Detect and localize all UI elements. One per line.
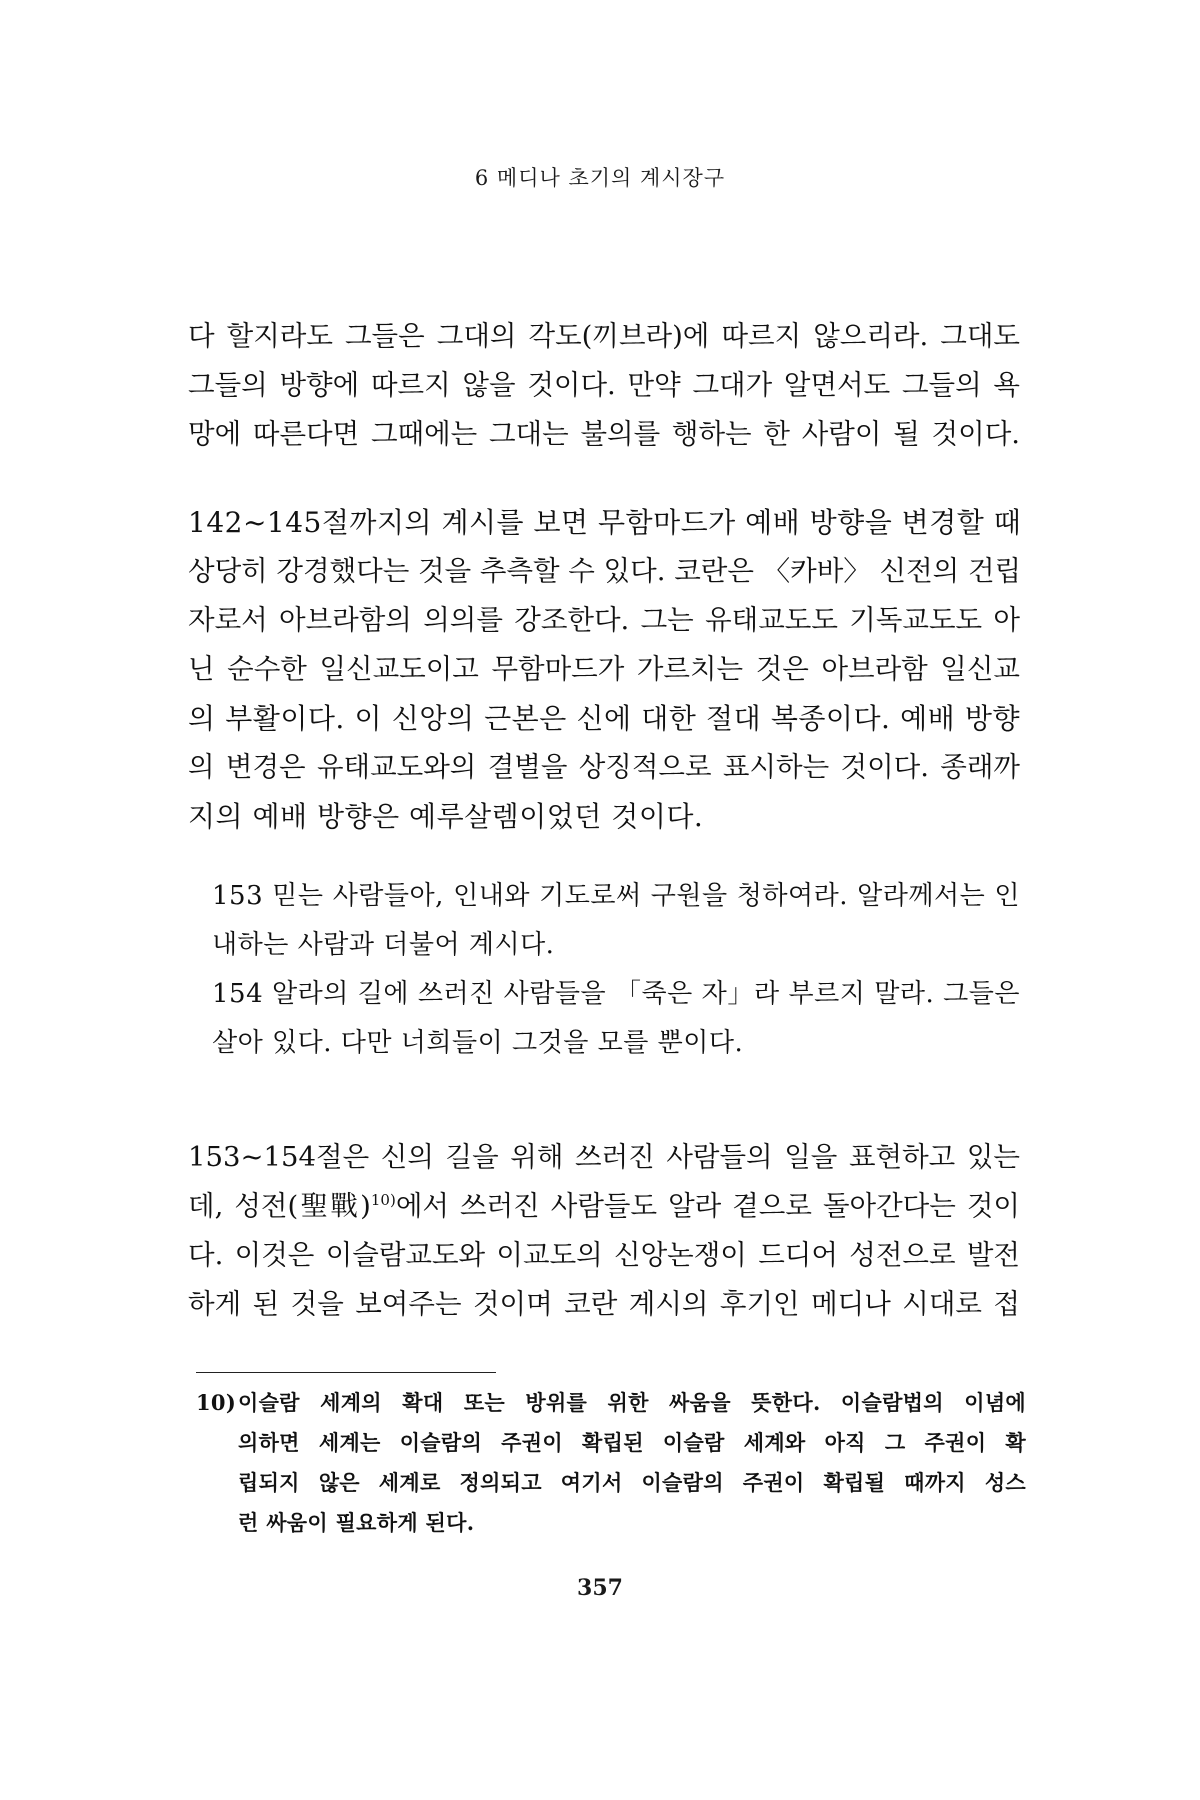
text-line: 상당히 강경했다는 것을 추측할 수 있다. 코란은 〈카바〉 신전의 건립 (188, 555, 1022, 587)
footnote-divider (196, 1372, 496, 1373)
text-line: 닌 순수한 일신교도이고 무함마드가 가르치는 것은 아브라함 일신교 (188, 653, 1020, 685)
text-line: 의 부활이다. 이 신앙의 근본은 신에 대한 절대 복종이다. 예배 방향 (188, 702, 1020, 735)
footnote-line: 의하면 세계는 이슬람의 주권이 확립된 이슬람 세계와 아직 그 주권이 확 (238, 1430, 1026, 1455)
footnote-line: 립되지 않은 세계로 정의되고 여기서 이슬람의 주권이 확립될 때까지 성스 (238, 1470, 1026, 1495)
footnote-number: 10) (196, 1390, 237, 1415)
text-line: 망에 따른다면 그때에는 그대는 불의를 행하는 한 사람이 될 것이다. (188, 418, 1020, 450)
text-line: 153~154절은 신의 길을 위해 쓰러진 사람들의 일을 표현하고 있는 (188, 1141, 1020, 1173)
verse-quotation (212, 872, 1020, 1068)
footnote (196, 1383, 1026, 1543)
text-line: 의 변경은 유태교도와의 결별을 상징적으로 표시하는 것이다. 종래까 (188, 751, 1020, 783)
text-segment: 에서 쓰러진 사람들도 알라 곁으로 돌아간다는 것이 (395, 1190, 1020, 1222)
commentary-paragraph (188, 498, 1020, 841)
running-head: 6 메디나 초기의 계시장구 (474, 166, 726, 190)
text-line: 하게 된 것을 보여주는 것이며 코란 계시의 후기인 메디나 시대로 접 (188, 1288, 1020, 1320)
text-line: 142~145절까지의 계시를 보면 무함마드가 예배 방향을 변경할 때 (188, 506, 1022, 539)
text-line: 자로서 아브라함의 의의를 강조한다. 그는 유태교도도 기독교도도 아 (188, 604, 1020, 636)
page-number: 357 (577, 1575, 623, 1601)
footnote-line: 런 싸움이 필요하게 된다. (238, 1510, 475, 1535)
verse-line: 153 믿는 사람들아, 인내와 기도로써 구원을 청하여라. 알라께서는 인 (212, 881, 1020, 911)
verse-153 (212, 872, 1020, 970)
verse-154 (212, 970, 1020, 1068)
text-line: 다 할지라도 그들은 그대의 각도(끼브라)에 따르지 않으리라. 그대도 (188, 320, 1020, 352)
commentary-paragraph (188, 1133, 1020, 1329)
verse-line: 154 알라의 길에 쓰러진 사람들을 「죽은 자」라 부르지 말라. 그들은 (212, 979, 1020, 1009)
footnote-line (196, 1383, 1026, 1423)
text-segment: 데, 성전(聖戰) (188, 1190, 371, 1222)
text-line: 그들의 방향에 따르지 않을 것이다. 만약 그대가 알면서도 그들의 욕 (188, 369, 1020, 401)
text-line: 지의 예배 방향은 예루살렘이었던 것이다. (188, 800, 704, 833)
footnote-reference: 10) (370, 1190, 396, 1209)
verse-line: 내하는 사람과 더불어 계시다. (212, 930, 555, 960)
verse-line: 살아 있다. 다만 너희들이 그것을 모를 뿐이다. (212, 1028, 744, 1058)
text-line (188, 1182, 1020, 1231)
paragraph-continued (188, 312, 1020, 459)
text-line: 다. 이것은 이슬람교도와 이교도의 신앙논쟁이 드디어 성전으로 발전 (188, 1239, 1020, 1271)
footnote-text: 이슬람 세계의 확대 또는 방위를 위한 싸움을 뜻한다. 이슬람법의 이념에 (238, 1390, 1026, 1415)
